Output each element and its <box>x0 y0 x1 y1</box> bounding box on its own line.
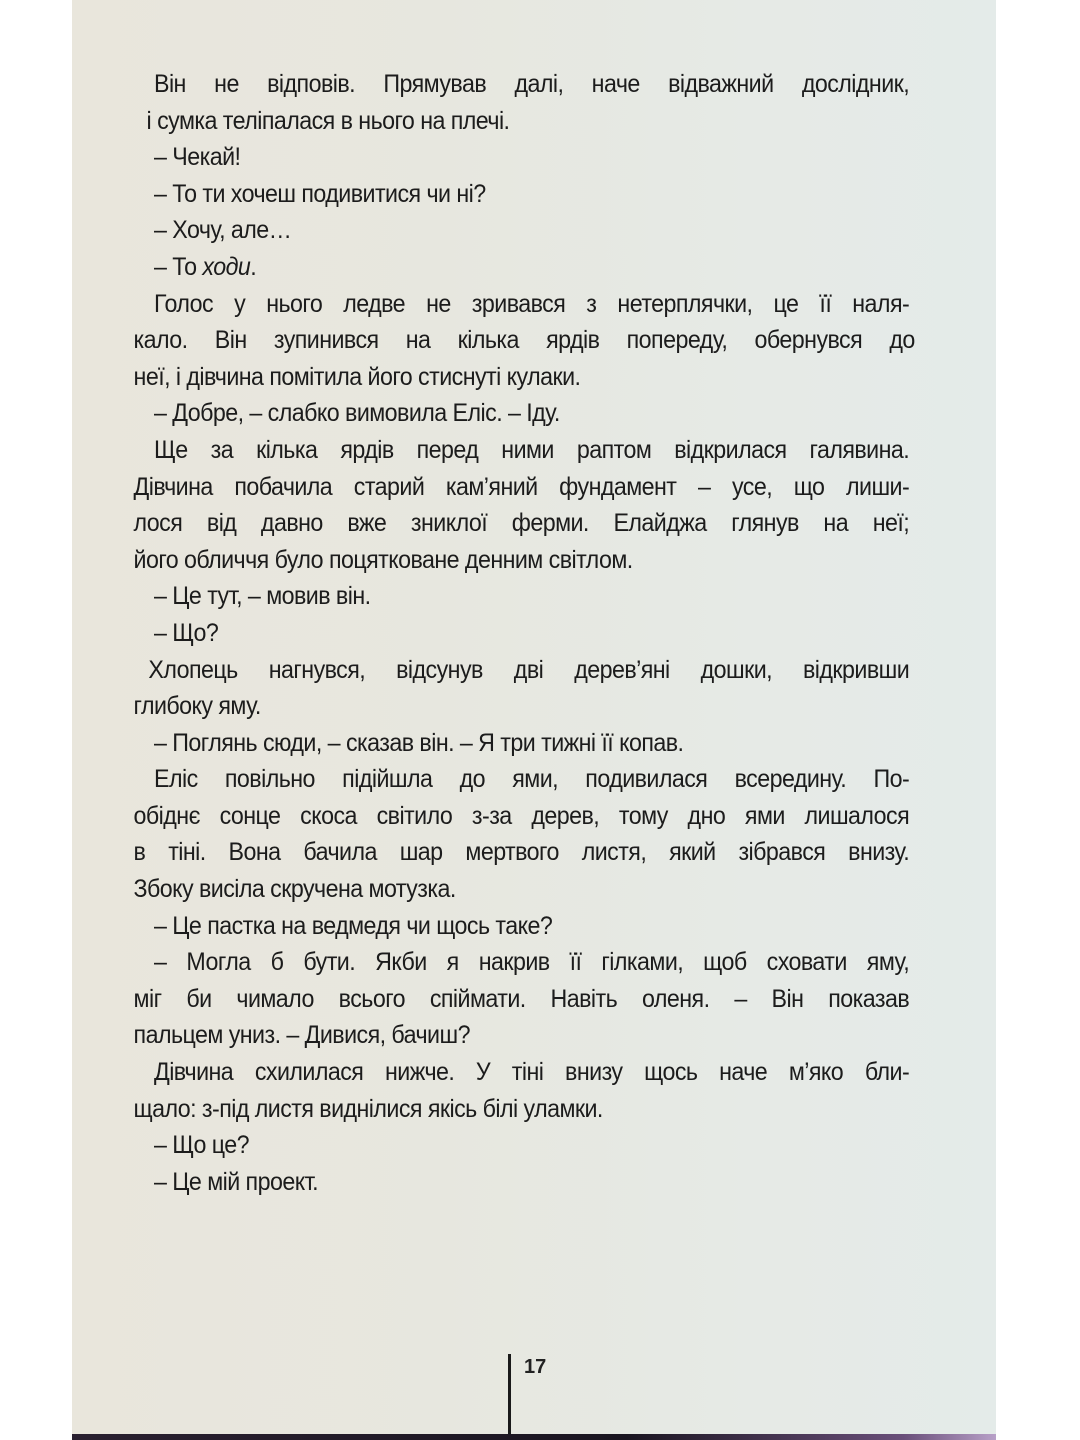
dialogue-line: – Що? <box>154 618 219 647</box>
page-number: 17 <box>524 1356 547 1378</box>
text-line: Він не відповів. Прямував далі, наче відважний дослідник, <box>154 70 910 98</box>
text-line: Збоку висіла скручена мотузка. <box>133 875 456 904</box>
emphasis: ходи <box>202 252 251 281</box>
text-line: Хлопець нагнувся, відсунув дві дерев’яні дошки, відкривши <box>148 655 910 684</box>
folio-rule <box>508 1354 511 1440</box>
text-line: Еліс повільно підійшла до ями, подивилася всередину. По- <box>154 765 910 794</box>
body-text <box>133 66 915 1200</box>
text-line: Дівчина побачила старий кам’яний фундамент – усе, що лиши- <box>133 472 910 501</box>
book-page <box>72 0 996 1440</box>
text-line: Дівчина схилилася нижче. У тіні внизу щось наче м’яко бли- <box>154 1058 910 1087</box>
dialogue-line: – То ти хочеш подивитися чи ні? <box>154 179 486 208</box>
text-line: пальцем униз. – Дивися, бачиш? <box>133 1021 470 1050</box>
text-line: Ще за кілька ярдів перед ними раптом відкрилася галявина. <box>154 435 910 464</box>
scan-edge-shadow <box>72 1434 996 1440</box>
dialogue-line: – Це пастка на ведмедя чи щось таке? <box>154 911 553 940</box>
text-line: в тіні. Вона бачила шар мертвого листя, який зібрався внизу. <box>133 838 910 867</box>
dialogue-line: – Чекай! <box>154 143 241 172</box>
text-line: кало. Він зупинився на кілька ярдів попереду, обернувся до <box>133 326 915 355</box>
dialogue-line: – Це тут, – мовив він. <box>154 582 371 611</box>
text-line: Голос у нього ледве не зривався з нетерплячки, це її наля- <box>154 289 910 318</box>
text-line: глибоку яму. <box>133 692 261 721</box>
dialogue-line: – Що це? <box>154 1131 250 1160</box>
text-line: обіднє сонце скоса світило з-за дерев, тому дно ями лишалося <box>133 801 910 830</box>
dialogue-line: – Це мій проект. <box>154 1167 318 1196</box>
dialogue-line: – Могла б бути. Якби я накрив її гілками, щоб сховати яму, <box>154 948 910 977</box>
dialogue-line: – То ходи. <box>154 252 257 281</box>
text-line: лося від давно вже зниклої ферми. Елайджа глянув на неї; <box>133 509 910 538</box>
text-line: неї, і дівчина помітила його стиснуті кулаки. <box>133 362 581 391</box>
dialogue-line: – Добре, – слабко вимовила Еліс. – Іду. <box>154 399 560 428</box>
text-line: і сумка теліпалася в нього на плечі. <box>146 106 510 135</box>
text-line: його обличчя було поцятковане денним світлом. <box>133 545 633 574</box>
dialogue-line: – Поглянь сюди, – сказав він. – Я три тижні її копав. <box>154 728 684 757</box>
dialogue-line: – Хочу, але… <box>154 216 292 245</box>
text-line: міг би чимало всього спіймати. Навіть оленя. – Він показав <box>133 984 910 1013</box>
text-line: щало: з-під листя виднілися якісь білі уламки. <box>133 1094 603 1123</box>
